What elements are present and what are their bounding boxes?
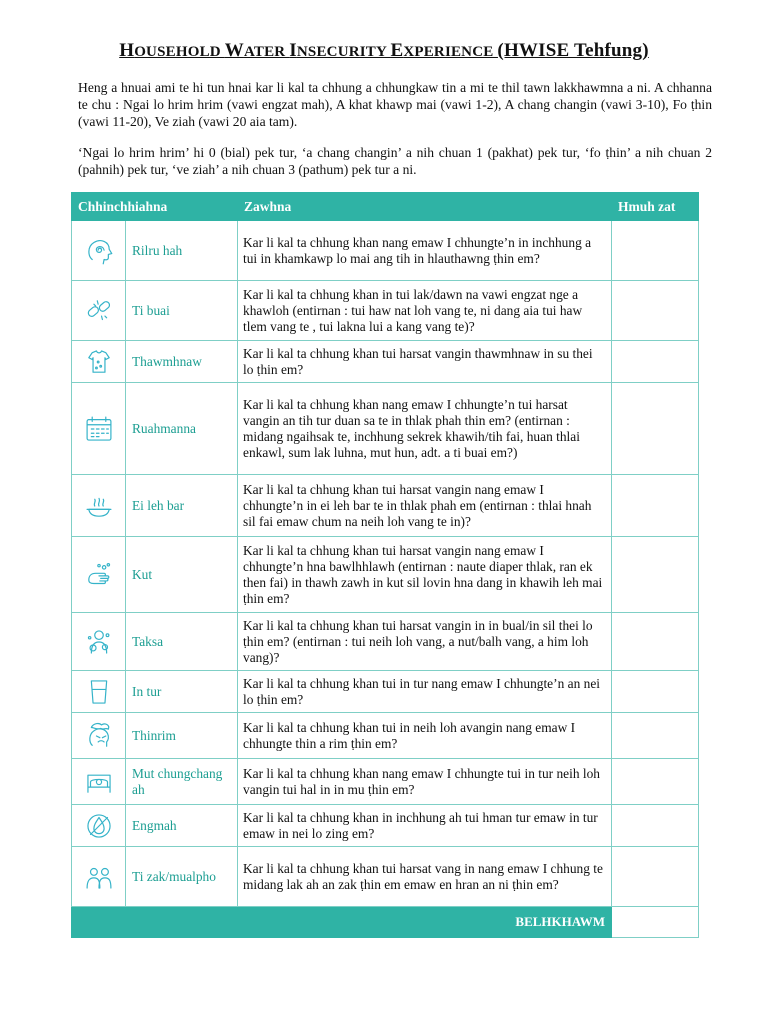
answer-cell[interactable] [612, 671, 699, 713]
question-text: Kar li kal ta chhung khan nang emaw I chhungte’n in inchhung a tui in khamkawp lo mai ang tih in hlauthawng ṭhin em? [238, 221, 612, 281]
indicator-label: Ti zak/mualpho [126, 847, 238, 907]
total-row [72, 907, 699, 938]
water-glass-icon [82, 675, 116, 709]
document-title: HOUSEHOLD WATER INSECURITY EXPERIENCE (HWISE Tehfung) [119, 40, 649, 61]
header-question: Zawhna [238, 193, 612, 221]
broken-chain-icon [82, 294, 116, 328]
bathing-person-icon [82, 625, 116, 659]
answer-cell[interactable] [612, 759, 699, 805]
intro-paragraph: Heng a hnuai ami te hi tun hnai kar li kal ta chhung a chhungkaw tin a mi te thil tawn lakkhawmna a ni. A chhanna te chu : Ngai lo hrim hrim (vawi engzat mah), A khat khawp mai (vawi 1-2), A chang changin (vawi 3-10), Fo ṭhin (vawi 11-20), Ve ziah (vawi 20 aia tam). [78, 80, 712, 129]
indicator-label: Mut chungchang ah [126, 759, 238, 805]
table-row [72, 341, 699, 383]
indicator-label: Ti buai [126, 281, 238, 341]
bed-icon [82, 765, 116, 799]
answer-cell[interactable] [612, 475, 699, 537]
question-text: Kar li kal ta chhung khan tui harsat vang in nang emaw I chhung te midang lak ah an zak ṭhin em emaw en hran an ni ṭhin em? [238, 847, 612, 907]
table-row [72, 713, 699, 759]
answer-cell[interactable] [612, 613, 699, 671]
answer-cell[interactable] [612, 341, 699, 383]
indicator-label: Thinrim [126, 713, 238, 759]
indicator-label: Thawmhnaw [126, 341, 238, 383]
total-answer-cell[interactable] [612, 907, 699, 938]
question-text: Kar li kal ta chhung khan in inchhung ah tui hman tur emaw in tur emaw in nei lo zing em? [238, 805, 612, 847]
answer-cell[interactable] [612, 383, 699, 475]
head-worry-icon [82, 234, 116, 268]
steaming-bowl-icon [82, 489, 116, 523]
answer-cell[interactable] [612, 713, 699, 759]
header-indicator: Chhinchhiahna [72, 193, 238, 221]
table-row [72, 475, 699, 537]
question-text: Kar li kal ta chhung khan tui in neih loh avangin nang emaw I chhungte thin a rim ṭhin em? [238, 713, 612, 759]
indicator-label: Kut [126, 537, 238, 613]
two-people-icon [82, 860, 116, 894]
question-text: Kar li kal ta chhung khan tui harsat vangin nang emaw I chhungte’n in ei leh bar te in thlak phah em (entirnan : thlai hnah sil fai emaw chum na neih loh vang te in)? [238, 475, 612, 537]
indicator-label: Taksa [126, 613, 238, 671]
shirt-icon [82, 345, 116, 379]
question-text: Kar li kal ta chhung khan tui in tur nang emaw I chhungte’n an nei lo ṭhin em? [238, 671, 612, 713]
table-row [72, 613, 699, 671]
table-row [72, 847, 699, 907]
question-text: Kar li kal ta chhung khan tui harsat vangin in in bual/in sil thei lo ṭhin em? (entirnan : tui neih loh vang, a nut/balh vang, a him loh vang)? [238, 613, 612, 671]
table-header-row [72, 193, 699, 221]
question-text: Kar li kal ta chhung khan tui harsat vangin nang emaw I chhungte’n hna bawlhhlawh (entirnan : naute diaper thlak, ran ek then fai) in thawh zawh in kut sil lovin hna dang in khawih leh mai ṭhin em? [238, 537, 612, 613]
question-text: Kar li kal ta chhung khan nang emaw I chhungte tui in tur neih loh vangin tui hal in in mu ṭhin em? [238, 759, 612, 805]
indicator-label: Engmah [126, 805, 238, 847]
table-row [72, 759, 699, 805]
table-row [72, 383, 699, 475]
calendar-icon [82, 412, 116, 446]
question-text: Kar li kal ta chhung khan in tui lak/dawn na vawi engzat nge a khawloh (entirnan : tui haw nat loh vang te, ni dang aia tui haw tlem vang te , tui lakna lui a kang vang te)? [238, 281, 612, 341]
table-row [72, 537, 699, 613]
no-water-icon [82, 809, 116, 843]
total-label: BELHKHAWM [72, 907, 612, 938]
scoring-paragraph: ‘Ngai lo hrim hrim’ hi 0 (bial) pek tur, ‘a chang changin’ a nih chuan 1 (pakhat) pek tur, ‘fo ṭhin’ a nih chuan 2 (pahnih) pek tur, ‘ve ziah’ a nih chuan 3 (pathum) pek tur a ni. [78, 145, 712, 177]
header-count: Hmuh zat [612, 193, 699, 221]
angry-head-icon [82, 719, 116, 753]
question-text: Kar li kal ta chhung khan tui harsat vangin thawmhnaw in su thei lo ṭhin em? [238, 341, 612, 383]
answer-cell[interactable] [612, 537, 699, 613]
answer-cell[interactable] [612, 281, 699, 341]
indicator-label: Rilru hah [126, 221, 238, 281]
table-row [72, 221, 699, 281]
table-row [72, 805, 699, 847]
indicator-label: In tur [126, 671, 238, 713]
answer-cell[interactable] [612, 221, 699, 281]
indicator-label: Ei leh bar [126, 475, 238, 537]
hwise-table [71, 192, 699, 938]
washing-hands-icon [82, 558, 116, 592]
indicator-label: Ruahmanna [126, 383, 238, 475]
table-row [72, 281, 699, 341]
answer-cell[interactable] [612, 805, 699, 847]
question-text: Kar li kal ta chhung khan nang emaw I chhungte’n tui harsat vangin an tih tur duan sa te in thlak phah thin em? (entirnan : midang ngaihsak te, inchhung sekrek khawih/tih fai, huan thlai enkawl, sum lak luhna, mut hun, adt. a ti buai em?) [238, 383, 612, 475]
answer-cell[interactable] [612, 847, 699, 907]
table-row [72, 671, 699, 713]
